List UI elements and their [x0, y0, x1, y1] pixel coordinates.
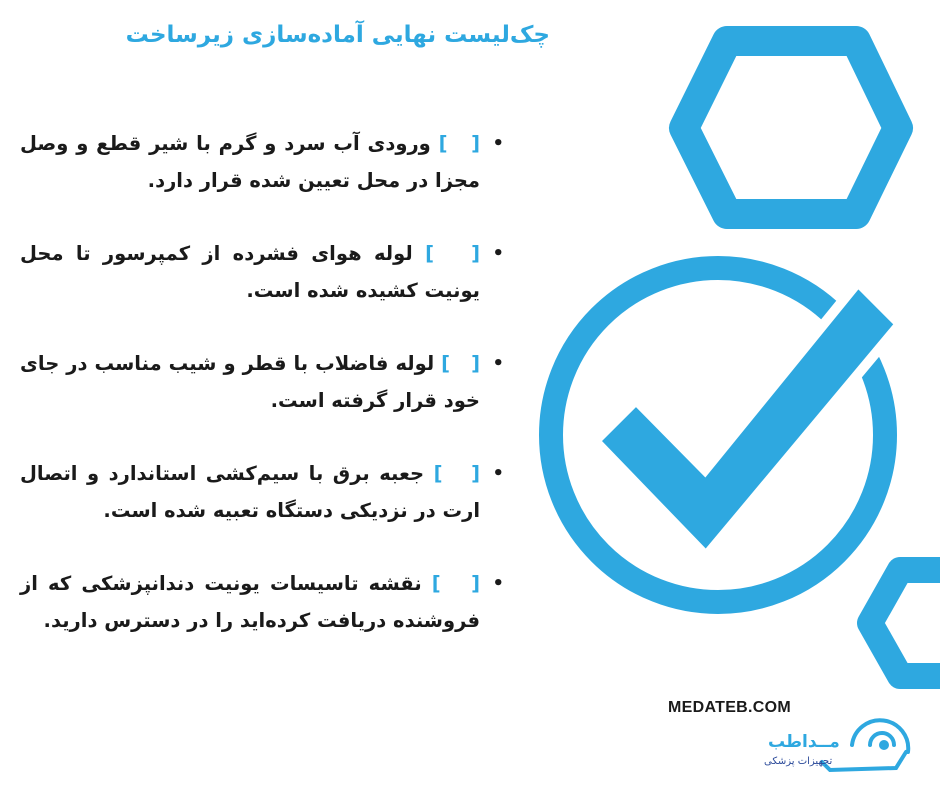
- checkbox-icon[interactable]: [ ]: [433, 462, 480, 485]
- checklist-item-text: نقشه تاسیسات یونیت دندانپزشکی که از فروشنده دریافت کرده‌اید را در دسترس دارید.: [20, 572, 480, 632]
- checklist-item-text: ورودی آب سرد و گرم با شیر قطع و وصل مجزا در محل تعیین شده قرار دارد.: [20, 132, 480, 192]
- page-title: چک‌لیست نهایی آماده‌سازی زیرساخت: [125, 22, 550, 48]
- bullet-icon: •: [492, 463, 504, 484]
- checkbox-icon[interactable]: [ ]: [431, 572, 480, 595]
- checkbox-icon[interactable]: [ ]: [441, 352, 481, 375]
- logo-name: مــداطب: [768, 732, 840, 752]
- checklist-item-text: لوله فاضلاب با قطر و شیب مناسب در جای خود قرار گرفته است.: [20, 352, 480, 412]
- checkbox-icon[interactable]: [ ]: [425, 242, 480, 265]
- hexagon-outline-icon: [870, 570, 940, 676]
- bullet-icon: •: [492, 133, 504, 154]
- website-link[interactable]: MEDATEB.COM: [668, 699, 791, 716]
- checklist-item-text: جعبه برق با سیم‌کشی استاندارد و اتصال ارت در نزدیکی دستگاه تعبیه شده است.: [20, 462, 480, 522]
- checklist-item-text: لوله هوای فشرده از کمپرسور تا محل یونیت کشیده شده است.: [20, 242, 480, 302]
- bullet-icon: •: [492, 243, 504, 264]
- hexagon-outline-icon: [684, 41, 898, 214]
- brand-logo: [760, 718, 920, 778]
- checkbox-icon[interactable]: [ ]: [438, 132, 480, 155]
- logo-subtitle: تجهیزات پزشکی: [764, 756, 833, 767]
- bullet-icon: •: [492, 573, 504, 594]
- bullet-icon: •: [492, 353, 504, 374]
